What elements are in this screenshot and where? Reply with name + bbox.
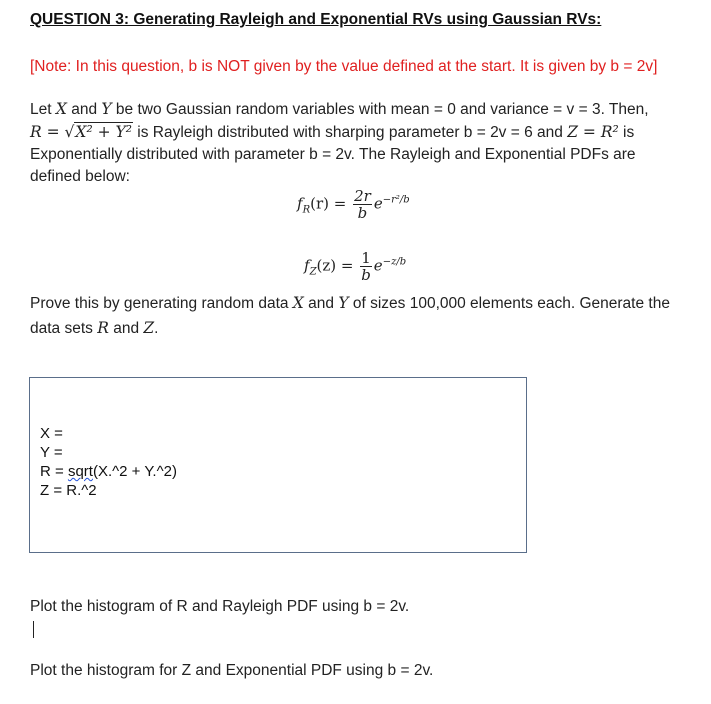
- prove-paragraph: Prove this by generating random data X and Y of sizes 100,000 elements each. Generate the data sets R and Z.: [30, 294, 670, 337]
- code-line-z[interactable]: Z = R.^2: [40, 482, 97, 499]
- intro-line-4: defined below:: [30, 168, 130, 185]
- intro-line-1: Let X and Y be two Gaussian random variables with mean = 0 and variance = v = 3. Then,: [30, 100, 649, 118]
- note-text: [Note: In this question, b is NOT given by the value defined at the start. It is given by b = 2v]: [30, 58, 658, 75]
- intro-line-3: Exponentially distributed with parameter b = 2v. The Rayleigh and Exponential PDFs are: [30, 146, 636, 163]
- plot-rayleigh-instruction: Plot the histogram of R and Rayleigh PDF using b = 2v.: [30, 598, 410, 615]
- exponential-pdf-formula: $f_Z(z)$ = $\frac{1}{b}$ $e^{-z/b}$: [304, 249, 407, 284]
- text-cursor[interactable]: [33, 621, 34, 638]
- intro-paragraph: [30, 98, 695, 188]
- rayleigh-pdf-formula: $f_R(r)$ = $\frac{2r}{b}$ $e^{-r^2/b}$: [297, 187, 410, 222]
- question-title: QUESTION 3: Generating Rayleigh and Exponential RVs using Gaussian RVs:: [30, 11, 602, 28]
- code-line-x[interactable]: X =: [40, 425, 63, 442]
- plot-exponential-instruction: Plot the histogram for Z and Exponential PDF using b = 2v.: [30, 662, 434, 679]
- code-content[interactable]: [40, 424, 177, 500]
- spellcheck-underline: sqrt: [67, 463, 93, 480]
- intro-line-2: R = √X² + Y² is Rayleigh distributed with sharping parameter b = 2v = 6 and Z = R² is: [30, 123, 635, 141]
- code-line-y[interactable]: Y =: [40, 444, 63, 461]
- code-line-r[interactable]: R = sqrt(X.^2 + Y.^2): [40, 463, 177, 480]
